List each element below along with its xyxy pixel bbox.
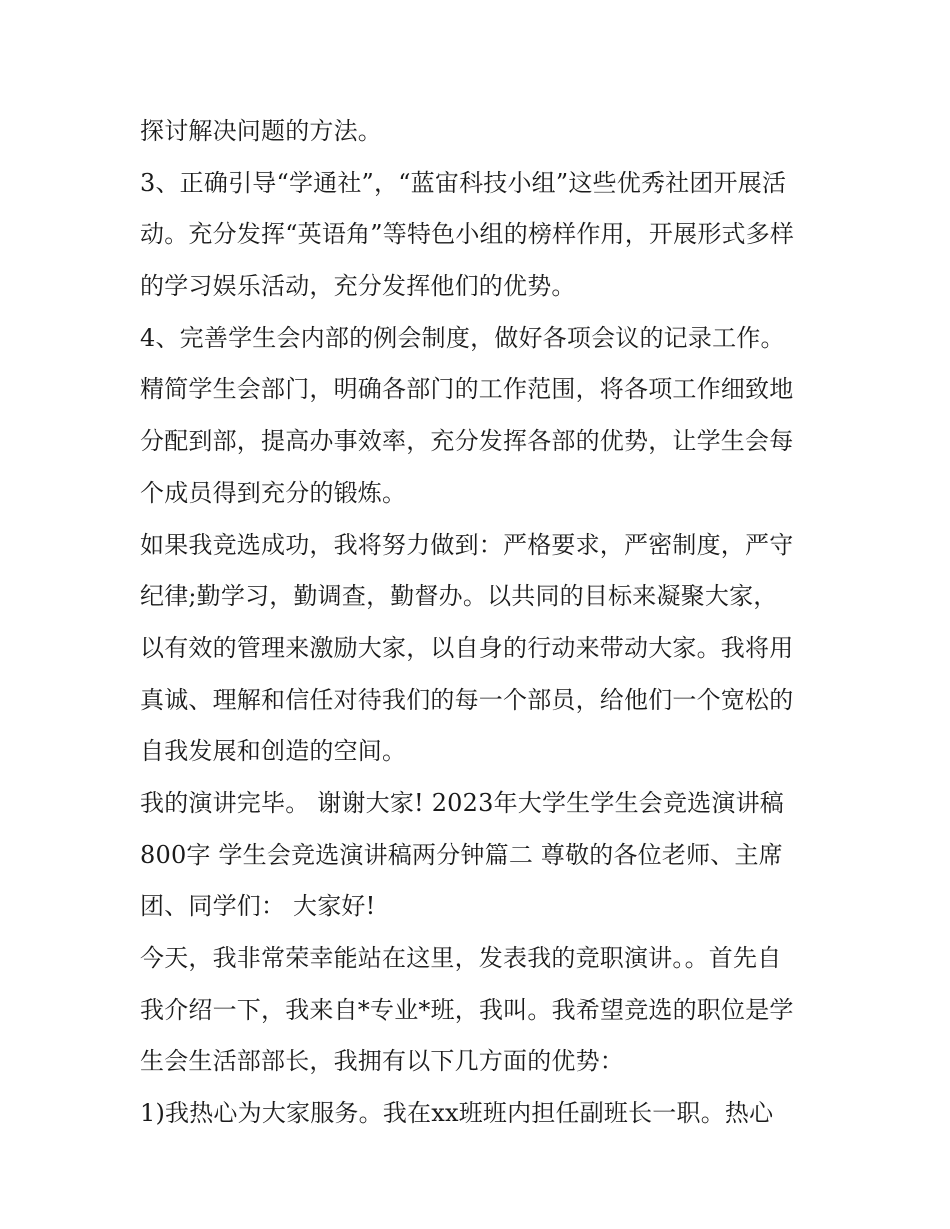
- text-line: 4、完善学生会内部的例会制度，做好各项会议的记录工作。: [140, 323, 785, 352]
- text-line: 动。充分发挥“英语角”等特色小组的榜样作用，开展形式多样: [140, 220, 795, 249]
- text-line: 个成员得到充分的锻炼。: [140, 478, 407, 507]
- text-line: 如果我竞选成功，我将努力做到：严格要求，严密制度，严守: [140, 530, 794, 559]
- text-line: 我的演讲完毕。 谢谢大家! 2023年大学生学生会竞选演讲稿: [140, 788, 784, 817]
- text-line: 团、同学们： 大家好!: [140, 892, 376, 921]
- text-line: 纪律;勤学习，勤调查，勤督办。以共同的目标来凝聚大家，: [140, 582, 778, 611]
- text-line: 3、正确引导“学通社”，“蓝宙科技小组”这些优秀社团开展活: [140, 168, 787, 197]
- text-line: 探讨解决问题的方法。: [140, 117, 382, 145]
- text-line: 800字 学生会竞选演讲稿两分钟篇二 尊敬的各位老师、主席: [140, 840, 783, 869]
- text-line: 1)我热心为大家服务。我在xx班班内担任副班长一职。热心: [140, 1099, 774, 1128]
- document-body: [140, 106, 820, 1140]
- text-line: 精简学生会部门，明确各部门的工作范围，将各项工作细致地: [140, 375, 794, 404]
- text-line: 以有效的管理来激励大家，以自身的行动来带动大家。我将用: [140, 633, 794, 662]
- text-line: 的学习娱乐活动，充分发挥他们的优势。: [140, 272, 576, 301]
- text-line: 分配到部，提高办事效率，充分发挥各部的优势，让学生会每: [140, 427, 794, 456]
- text-line: 今天，我非常荣幸能站在这里，发表我的竞职演讲。。首先自: [140, 944, 782, 972]
- text-line: 生会生活部部长，我拥有以下几方面的优势：: [140, 1047, 624, 1076]
- text-line: 真诚、理解和信任对待我们的每一个部员，给他们一个宽松的: [140, 685, 794, 714]
- text-line: 我介绍一下，我来自*专业*班，我叫。我希望竞选的职位是学: [140, 995, 794, 1024]
- text-line: 自我发展和创造的空间。: [140, 737, 407, 766]
